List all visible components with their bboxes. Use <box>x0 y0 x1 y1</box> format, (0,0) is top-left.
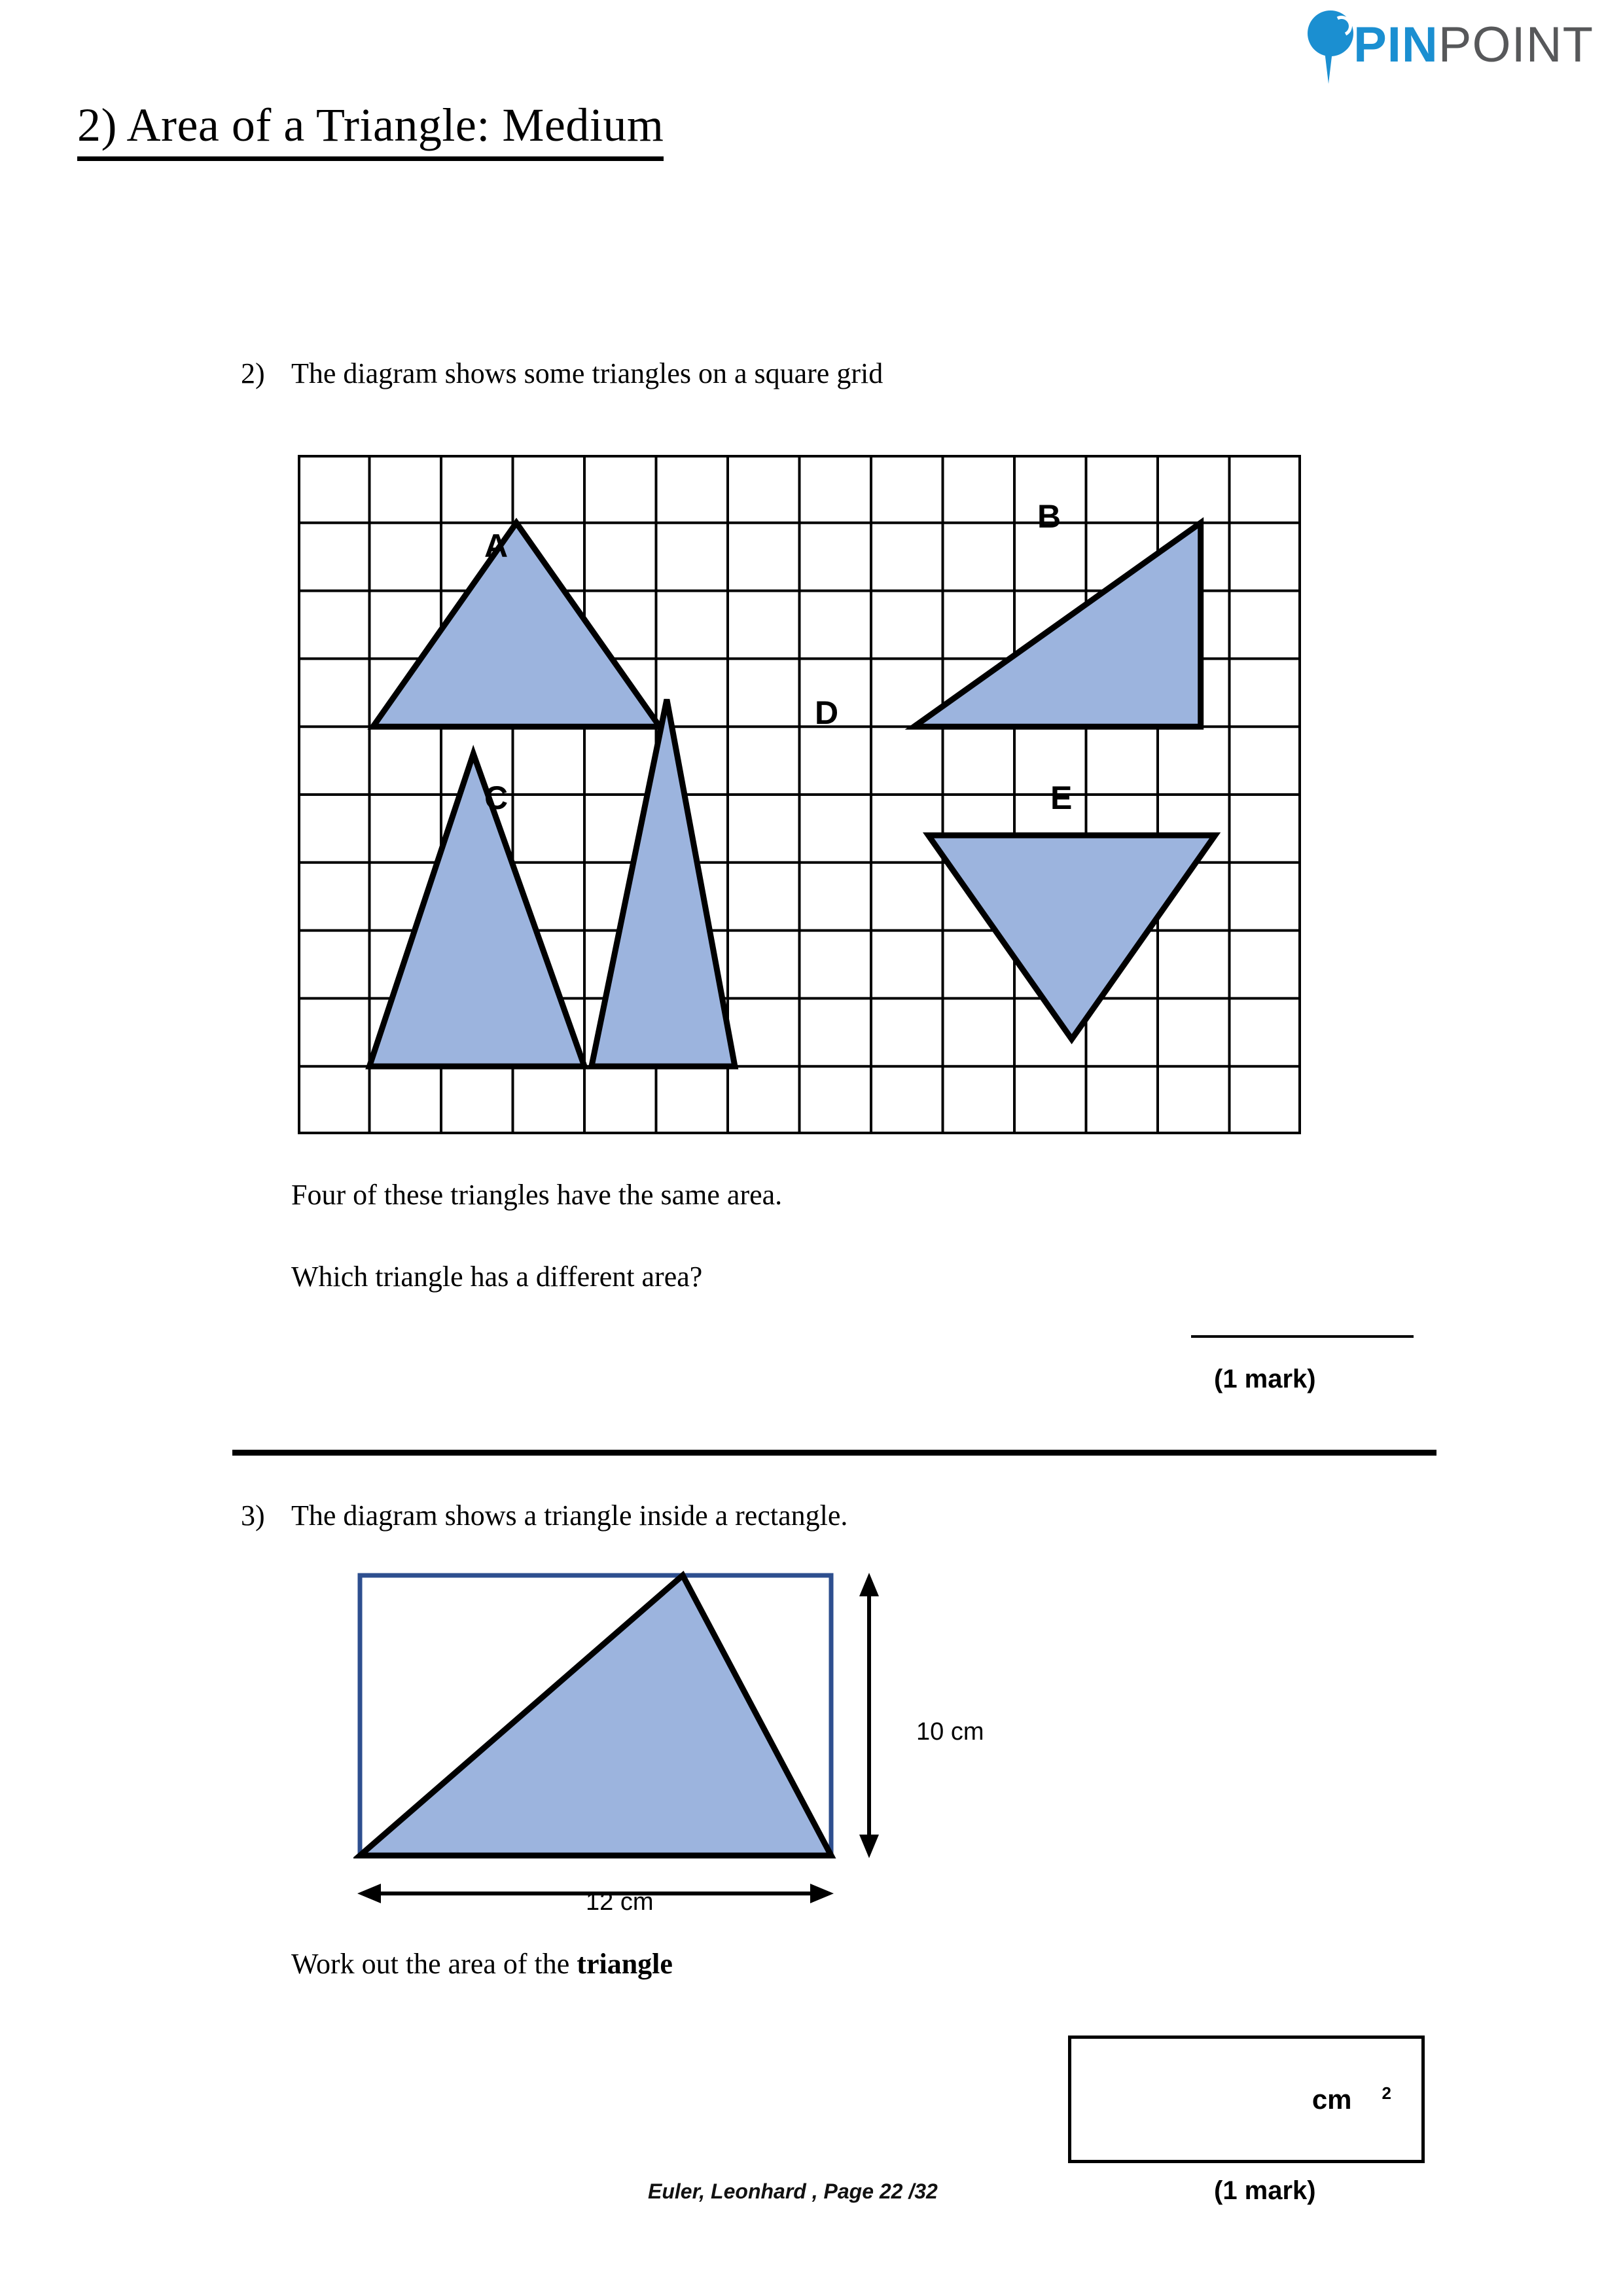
logo-wordmark <box>1353 17 1594 73</box>
square-grid-figure <box>298 455 1301 1134</box>
triangle-a <box>373 523 660 726</box>
question-2-line-2: Which triangle has a different area? <box>291 1261 703 1293</box>
width-arrow-head-right <box>810 1884 834 1903</box>
page-footer: Euler, Leonhard , Page 22 /32 <box>648 2179 938 2203</box>
triangle-shape <box>360 1575 831 1856</box>
question-3-answer-box[interactable] <box>1068 2036 1425 2163</box>
width-arrow-head-left <box>357 1884 381 1903</box>
logo-point-text: POINT <box>1438 17 1594 73</box>
question-2-answer-line[interactable] <box>1191 1335 1414 1338</box>
logo-pin-text: PIN <box>1353 17 1438 73</box>
question-3-instruction <box>291 1947 673 1981</box>
page-title: 2) Area of a Triangle: Medium <box>77 98 664 161</box>
answer-units: cm $^2$ <box>1311 2083 1391 2115</box>
question-2-marks: (1 mark) <box>1214 1365 1316 1393</box>
section-divider <box>232 1450 1436 1456</box>
triangle-c <box>370 754 585 1067</box>
question-3-marks: (1 mark) <box>1214 2176 1316 2205</box>
question-2-line-1: Four of these triangles have the same area. <box>291 1179 783 1211</box>
height-arrow-head-bottom <box>859 1835 879 1858</box>
instruction-bold-word: triangle <box>577 1948 673 1980</box>
question-2-number: 2) <box>241 357 265 389</box>
triangle-d <box>592 700 735 1067</box>
height-dimension-label: 10 cm <box>916 1718 984 1746</box>
triangle-label-d: D <box>815 694 839 731</box>
triangle-e <box>929 835 1215 1039</box>
height-arrow-head-top <box>859 1573 879 1596</box>
triangle-b <box>914 523 1201 726</box>
map-pin-icon <box>1302 7 1353 84</box>
question-3-stem: The diagram shows a triangle inside a rectangle. <box>291 1499 848 1532</box>
triangle-label-e: E <box>1050 780 1073 816</box>
instruction-prefix: Work out the area of the <box>291 1948 577 1980</box>
triangle-label-a: A <box>484 528 508 564</box>
question-2-stem: The diagram shows some triangles on a square grid <box>291 357 883 389</box>
grid-svg <box>298 455 1301 1134</box>
question-3-number: 3) <box>241 1499 265 1532</box>
triangle-label-c: C <box>484 780 508 816</box>
pinpoint-logo <box>1302 7 1594 84</box>
triangle-label-b: B <box>1037 498 1061 535</box>
width-dimension-label: 12 cm <box>586 1888 654 1916</box>
